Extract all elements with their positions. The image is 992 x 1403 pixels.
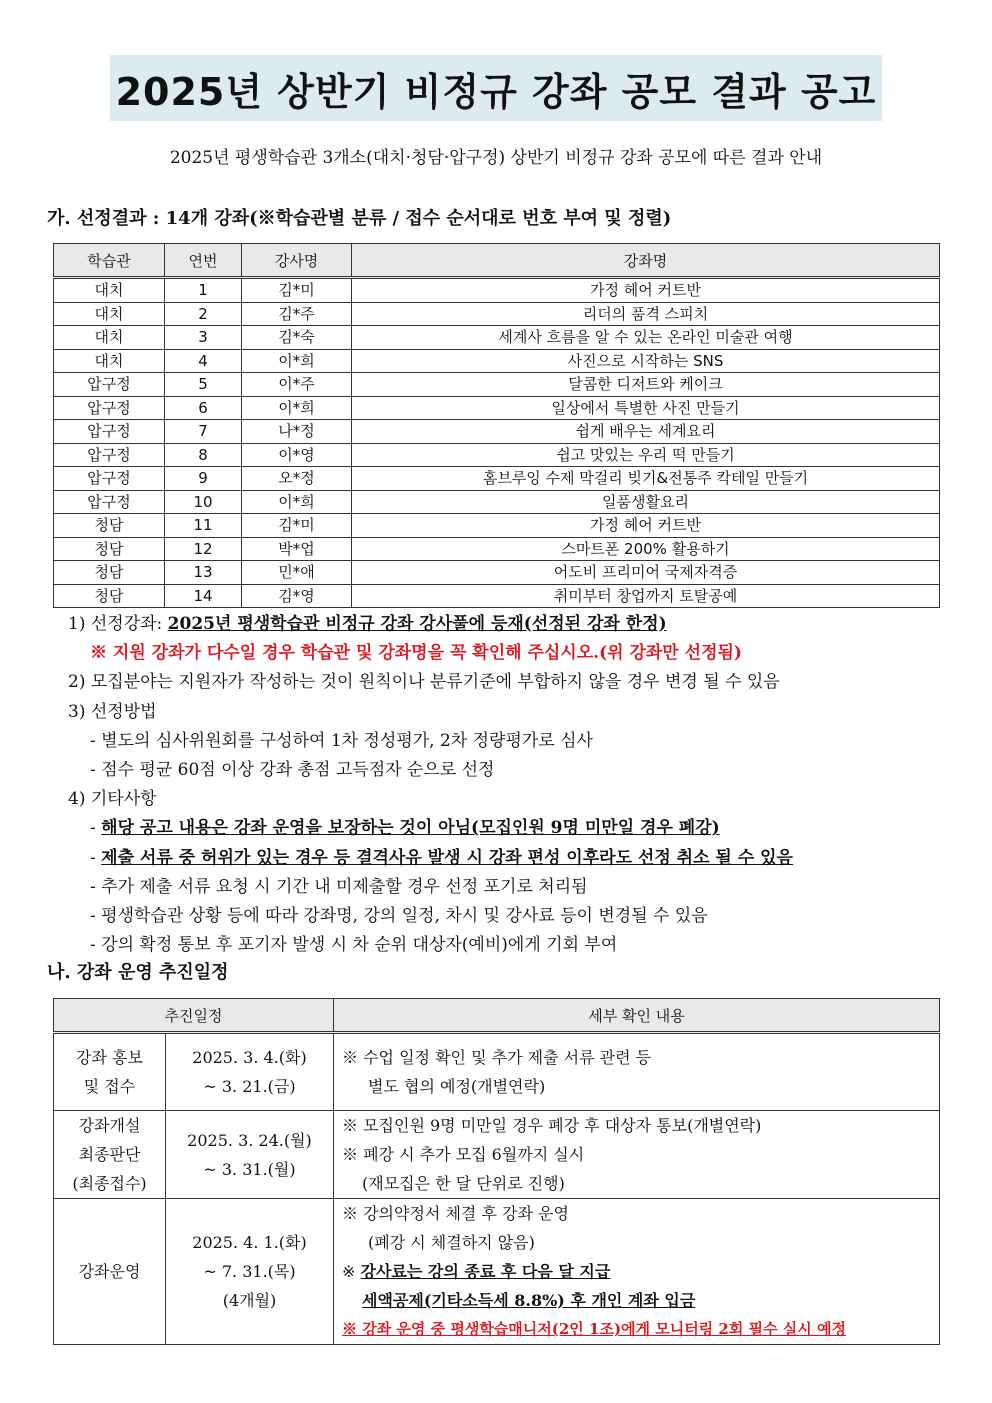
stage-line: 강좌 홍보 — [76, 1048, 143, 1067]
cell-number: 7 — [165, 420, 242, 444]
table-row — [54, 561, 940, 585]
note-3a: - 별도의 심사위원회를 구성하여 1차 정성평가, 2차 정량평가로 심사 — [90, 730, 593, 751]
cell-instructor: 김*숙 — [242, 326, 352, 350]
cell-number: 1 — [165, 278, 242, 303]
selection-table — [53, 243, 940, 608]
period-cell — [166, 1033, 334, 1111]
table-row — [54, 514, 940, 538]
cell-number: 14 — [165, 584, 242, 608]
cell-number: 13 — [165, 561, 242, 585]
note-4a — [68, 814, 793, 843]
cell-number: 10 — [165, 490, 242, 514]
notes-block — [68, 610, 793, 960]
table-row — [54, 420, 940, 444]
table-row — [54, 584, 940, 608]
cell-instructor: 민*애 — [242, 561, 352, 585]
detail-line: (재모집은 한 달 단위로 진행) — [362, 1174, 565, 1193]
schedule-row — [54, 1033, 940, 1111]
stage-cell — [54, 1111, 166, 1199]
period-line: (4개월) — [222, 1291, 277, 1310]
section2-heading: 나. 강좌 운영 추진일정 — [47, 962, 229, 983]
cell-instructor: 박*업 — [242, 537, 352, 561]
cell-course: 스마트폰 200% 활용하기 — [352, 537, 940, 561]
cell-center: 청담 — [54, 584, 165, 608]
period-line: 2025. 3. 24.(월) — [187, 1130, 312, 1150]
stage-cell — [54, 1199, 166, 1345]
period-cell — [166, 1111, 334, 1199]
note-1-warning: ※ 지원 강좌가 다수일 경우 학습관 및 강좌명을 꼭 확인해 주십시오.(위 강좌만 선정됨) — [90, 643, 742, 664]
note-1-prefix: 1) 선정강좌: — [68, 614, 168, 634]
note-4b — [68, 844, 793, 873]
detail-cell — [334, 1199, 940, 1345]
cell-course: 쉽게 배우는 세계요리 — [352, 420, 940, 444]
cell-center: 청담 — [54, 537, 165, 561]
detail-line: (폐강 시 체결하지 않음) — [368, 1233, 535, 1252]
cell-instructor: 이*희 — [242, 490, 352, 514]
section1-heading: 가. 선정결과 : 14개 강좌(※학습관별 분류 / 접수 순서대로 번호 부여 및 정렬) — [47, 208, 672, 229]
cell-number: 8 — [165, 443, 242, 467]
table-row — [54, 537, 940, 561]
detail-line: 별도 협의 예정(개별연락) — [368, 1077, 546, 1096]
cell-center: 압구정 — [54, 420, 165, 444]
stage-line: 및 접수 — [83, 1077, 136, 1096]
table-row — [54, 326, 940, 350]
detail-warning: ※ 강좌 운영 중 평생학습매니저(2인 1조)에게 모니터링 2회 필수 실시 예정 — [342, 1320, 846, 1338]
note-3: 3) 선정방법 — [68, 701, 157, 722]
cell-course: 달콤한 디저트와 케이크 — [352, 373, 940, 397]
cell-course: 일품생활요리 — [352, 490, 940, 514]
cell-center: 압구정 — [54, 467, 165, 491]
cell-number: 3 — [165, 326, 242, 350]
stage-line: (최종접수) — [72, 1174, 147, 1193]
note-4b-dash: - — [90, 847, 102, 868]
cell-number: 2 — [165, 302, 242, 326]
schedule-header-row — [54, 999, 940, 1033]
note-4a-dash: - — [90, 818, 102, 839]
cell-instructor: 이*희 — [242, 396, 352, 420]
cell-center: 압구정 — [54, 373, 165, 397]
title-banner — [110, 55, 882, 121]
table-row — [54, 467, 940, 491]
cell-instructor: 나*정 — [242, 420, 352, 444]
cell-instructor: 이*영 — [242, 443, 352, 467]
detail-underlined: 강사료는 강의 종료 후 다음 달 지급 — [360, 1262, 611, 1281]
period-line: ~ 3. 31.(월) — [203, 1159, 296, 1179]
note-1 — [68, 610, 793, 639]
period-line: ~ 3. 21.(금) — [203, 1077, 296, 1096]
note-3b: - 점수 평균 60점 이상 강좌 총점 고득점자 순으로 선정 — [90, 759, 495, 780]
note-4c: - 추가 제출 서류 요청 시 기간 내 미제출할 경우 선정 포기로 처리됨 — [90, 876, 588, 897]
stage-line: 최종판단 — [78, 1145, 141, 1164]
cell-instructor: 김*미 — [242, 514, 352, 538]
note-1-underlined: 2025년 평생학습관 비정규 강좌 강사풀에 등재(선정된 강좌 한정) — [167, 614, 667, 634]
cell-course: 가정 헤어 커트반 — [352, 514, 940, 538]
period-line: 2025. 3. 4.(화) — [192, 1048, 307, 1067]
cell-course: 사진으로 시작하는 SNS — [352, 349, 940, 373]
period-line: ~ 7. 31.(목) — [203, 1262, 296, 1281]
cell-center: 대치 — [54, 326, 165, 350]
schedule-row — [54, 1111, 940, 1199]
table-row — [54, 373, 940, 397]
cell-course: 가정 헤어 커트반 — [352, 278, 940, 303]
table-row — [54, 302, 940, 326]
col-header-schedule: 추진일정 — [54, 999, 334, 1033]
cell-course: 리더의 품격 스피치 — [352, 302, 940, 326]
note-4: 4) 기타사항 — [68, 789, 157, 810]
period-line: 2025. 4. 1.(화) — [192, 1233, 307, 1252]
cell-course: 세계사 흐름을 알 수 있는 온라인 미술관 여행 — [352, 326, 940, 350]
cell-number: 9 — [165, 467, 242, 491]
col-header-center: 학습관 — [54, 244, 165, 278]
col-header-number: 연번 — [165, 244, 242, 278]
cell-center: 청담 — [54, 561, 165, 585]
cell-center: 압구정 — [54, 490, 165, 514]
cell-center: 대치 — [54, 278, 165, 303]
schedule-table — [53, 998, 940, 1345]
detail-cell — [334, 1111, 940, 1199]
note-4b-text: 제출 서류 중 허위가 있는 경우 등 결격사유 발생 시 강좌 편성 이후라도 선정 취소 될 수 있음 — [101, 847, 793, 868]
note-4e: - 강의 확정 통보 후 포기자 발생 시 차 순위 대상자(예비)에게 기회 부여 — [90, 935, 618, 956]
cell-course: 취미부터 창업까지 토탈공예 — [352, 584, 940, 608]
cell-number: 6 — [165, 396, 242, 420]
detail-line — [342, 1286, 939, 1315]
cell-center: 청담 — [54, 514, 165, 538]
detail-line: ※ 모집인원 9명 미만일 경우 폐강 후 대상자 통보(개별연락) — [342, 1116, 762, 1135]
cell-number: 4 — [165, 349, 242, 373]
table-row — [54, 490, 940, 514]
table-row — [54, 349, 940, 373]
cell-instructor: 김*영 — [242, 584, 352, 608]
col-header-course: 강좌명 — [352, 244, 940, 278]
detail-line: ※ 폐강 시 추가 모집 6월까지 실시 — [342, 1145, 585, 1164]
table-row — [54, 278, 940, 303]
cell-number: 5 — [165, 373, 242, 397]
stage-cell — [54, 1033, 166, 1111]
cell-instructor: 오*정 — [242, 467, 352, 491]
cell-center: 압구정 — [54, 396, 165, 420]
table-header-row — [54, 244, 940, 278]
table-row — [54, 443, 940, 467]
detail-line — [342, 1257, 939, 1286]
cell-number: 11 — [165, 514, 242, 538]
cell-instructor: 김*주 — [242, 302, 352, 326]
col-header-instructor: 강사명 — [242, 244, 352, 278]
note-2: 2) 모집분야는 지원자가 작성하는 것이 원칙이나 분류기준에 부합하지 않을 경우 변경 될 수 있음 — [68, 672, 780, 693]
page-subtitle: 2025년 평생학습관 3개소(대치·청담·압구정) 상반기 비정규 강좌 공모에 따른 결과 안내 — [169, 148, 823, 168]
cell-center: 대치 — [54, 302, 165, 326]
table-row — [54, 396, 940, 420]
detail-cell — [334, 1033, 940, 1111]
detail-underlined: 세액공제(기타소득세 8.8%) 후 개인 계좌 입금 — [362, 1291, 696, 1310]
stage-line: 강좌개설 — [78, 1116, 141, 1135]
note-4d: - 평생학습관 상황 등에 따라 강좌명, 강의 일정, 차시 및 강사료 등이 변경될 수 있음 — [90, 905, 708, 926]
note-4a-text: 해당 공고 내용은 강좌 운영을 보장하는 것이 아님(모집인원 9명 미만일 경우 폐강) — [101, 818, 720, 839]
cell-course: 일상에서 특별한 사진 만들기 — [352, 396, 940, 420]
page-title: 2025년 상반기 비정규 강좌 공모 결과 공고 — [115, 69, 877, 114]
col-header-detail: 세부 확인 내용 — [334, 999, 940, 1033]
detail-line: ※ 수업 일정 확인 및 추가 제출 서류 관련 등 — [342, 1048, 652, 1067]
cell-course: 어도비 프리미어 국제자격증 — [352, 561, 940, 585]
cell-center: 대치 — [54, 349, 165, 373]
stage-line: 강좌운영 — [78, 1262, 141, 1281]
cell-course: 쉽고 맛있는 우리 떡 만들기 — [352, 443, 940, 467]
period-cell — [166, 1199, 334, 1345]
cell-instructor: 김*미 — [242, 278, 352, 303]
schedule-row — [54, 1199, 940, 1345]
cell-course: 홈브루잉 수제 막걸리 빚기&전통주 칵테일 만들기 — [352, 467, 940, 491]
cell-instructor: 이*주 — [242, 373, 352, 397]
cell-number: 12 — [165, 537, 242, 561]
cell-center: 압구정 — [54, 443, 165, 467]
note-mark: ※ — [342, 1262, 361, 1281]
detail-line: ※ 강의약정서 체결 후 강좌 운영 — [342, 1204, 569, 1223]
cell-instructor: 이*희 — [242, 349, 352, 373]
